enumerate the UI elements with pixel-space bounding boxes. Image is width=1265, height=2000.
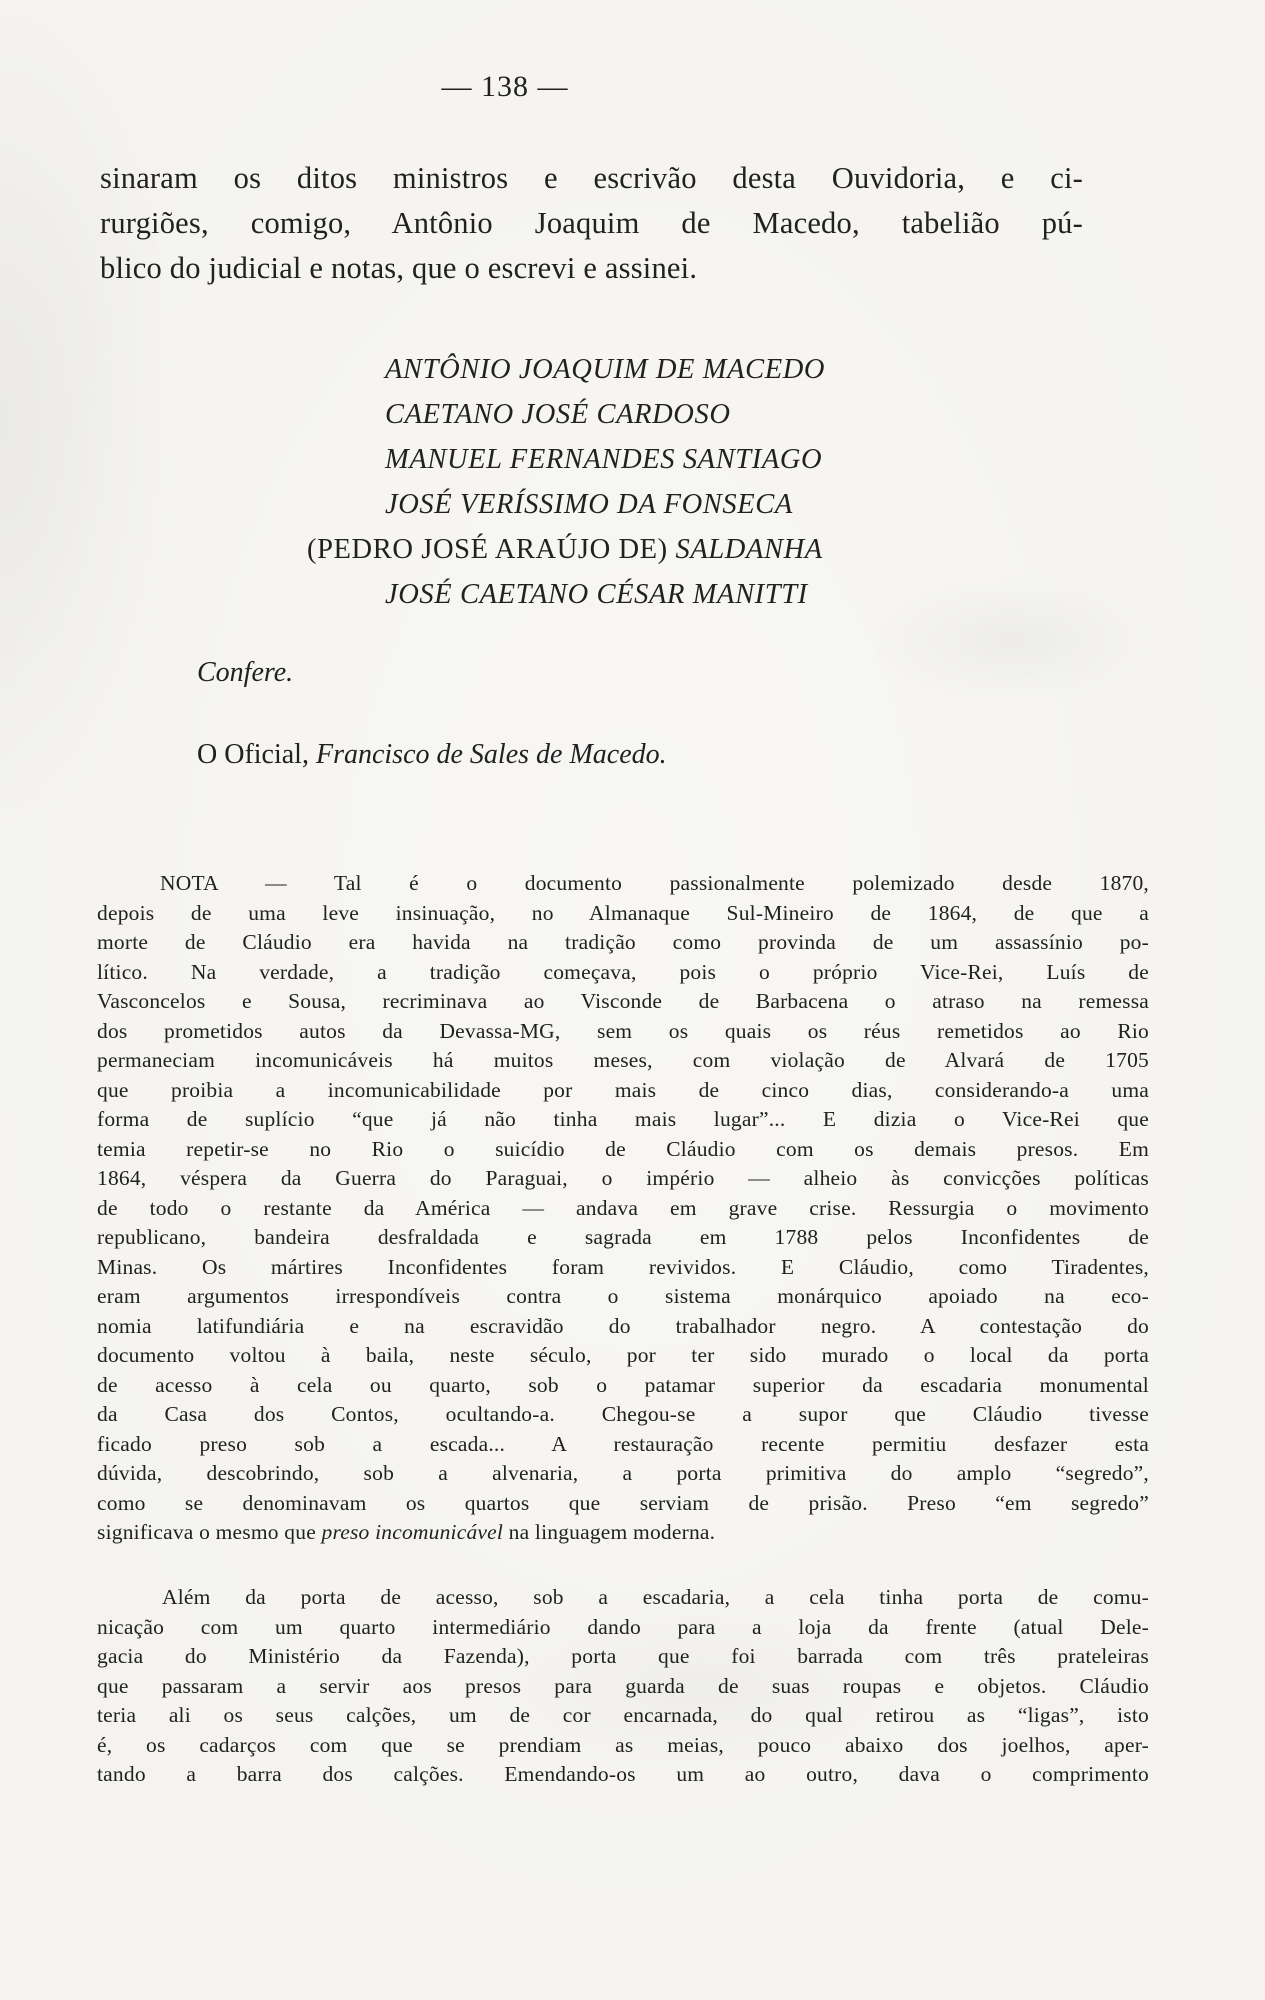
italic-text-segment: SALDANHA <box>675 534 823 565</box>
text-line <box>385 482 825 527</box>
text-segment: como se denominavam os quartos que serviam de prisão. Preso “em segredo” <box>97 1490 1149 1515</box>
text-line <box>97 1341 1149 1371</box>
text-line <box>97 1312 1149 1342</box>
italic-text-segment: MANUEL FERNANDES SANTIAGO <box>385 444 823 475</box>
text-segment: forma de suplício “que já não tinha mais lugar”... E dizia o Vice-Rei que <box>97 1107 1149 1131</box>
text-segment: que passaram a servir aos presos para guarda de suas roupas e objetos. Cláudio <box>97 1673 1149 1698</box>
opening-paragraph <box>100 156 1083 291</box>
italic-text-segment: JOSÉ CAETANO CÉSAR MANITTI <box>385 579 808 610</box>
text-line <box>97 1489 1149 1519</box>
text-line <box>97 1164 1149 1194</box>
italic-text-segment: JOSÉ VERÍSSIMO DA FONSECA <box>385 489 793 520</box>
text-line <box>97 1253 1149 1283</box>
official-name: Francisco de Sales de Macedo. <box>315 739 667 770</box>
text-line <box>97 987 1149 1017</box>
nota-paragraph <box>97 869 1149 1548</box>
text-line <box>97 1642 1149 1672</box>
text-segment: permaneciam incomunicáveis há muitos meses, com violação de Alvará de 1705 <box>97 1048 1149 1072</box>
text-line <box>97 1194 1149 1224</box>
confere-text: Confere. <box>197 657 294 688</box>
text-line <box>97 1371 1149 1401</box>
text-segment: é, os cadarços com que se prendiam as meias, pouco abaixo dos joelhos, aper- <box>97 1732 1149 1757</box>
text-line <box>97 1613 1149 1643</box>
text-line <box>97 899 1149 929</box>
text-line <box>97 1430 1149 1460</box>
text-line <box>97 1459 1149 1489</box>
signature-names <box>307 347 826 617</box>
confere-line <box>197 657 293 689</box>
text-segment: 1864, véspera da Guerra do Paraguai, o império — alheio às convicções políticas <box>97 1166 1149 1190</box>
closing-paragraph <box>97 1583 1149 1790</box>
text-line <box>97 1731 1149 1761</box>
official-prefix: O Oficial, <box>197 739 316 770</box>
text-line <box>385 392 825 437</box>
text-line <box>97 1282 1149 1312</box>
text-line <box>307 527 825 572</box>
text-segment: documento voltou à baila, neste século, por ter sido murado o local da porta <box>97 1343 1149 1367</box>
text-segment: sinaram os ditos ministros e escrivão desta Ouvidoria, e ci- <box>100 161 1083 195</box>
page-number: — 138 — <box>441 70 569 103</box>
italic-text-segment: CAETANO JOSÉ CARDOSO <box>385 399 731 430</box>
text-segment: de acesso à cela ou quarto, sob o patamar superior da escadaria monumental <box>97 1372 1149 1397</box>
text-segment: dos prometidos autos da Devassa-MG, sem os quais os réus remetidos ao Rio <box>97 1018 1149 1043</box>
text-segment: Vasconcelos e Sousa, recriminava ao Visconde de Barbacena o atraso na remessa <box>97 989 1149 1013</box>
text-segment: eram argumentos irrespondíveis contra o sistema monárquico apoiado na eco- <box>97 1284 1149 1308</box>
text-line <box>97 958 1149 988</box>
text-line <box>97 1046 1149 1076</box>
text-segment: nicação com um quarto intermediário dando para a loja da frente (atual Dele- <box>97 1614 1149 1639</box>
text-line <box>97 1518 1149 1548</box>
text-segment: significava o mesmo que <box>97 1520 322 1544</box>
text-segment: teria ali os seus calções, um de cor encarnada, do qual retirou as “ligas”, isto <box>97 1703 1149 1727</box>
text-line <box>97 1672 1149 1702</box>
text-line <box>97 1760 1149 1790</box>
text-segment: morte de Cláudio era havida na tradição como provinda de um assassínio po- <box>97 930 1149 954</box>
text-segment: Além da porta de acesso, sob a escadaria, a cela tinha porta de comu- <box>162 1585 1149 1609</box>
text-segment: tando a barra dos calções. Emendando-os um ao outro, dava o comprimento <box>97 1762 1149 1786</box>
text-line <box>97 1701 1149 1731</box>
text-line <box>97 1017 1149 1047</box>
text-line <box>97 1135 1149 1165</box>
text-segment: Minas. Os mártires Inconfidentes foram revividos. E Cláudio, como Tiradentes, <box>97 1254 1149 1279</box>
text-segment: nomia latifundiária e na escravidão do trabalhador negro. A contestação do <box>97 1313 1149 1338</box>
text-segment: na linguagem moderna. <box>503 1520 716 1544</box>
italic-text-segment: ANTÔNIO JOAQUIM DE MACEDO <box>385 354 826 385</box>
text-line <box>97 869 1149 899</box>
text-segment: gacia do Ministério da Fazenda), porta que foi barrada com três prateleiras <box>97 1644 1149 1668</box>
italic-text-segment: preso incomunicável <box>321 1520 504 1544</box>
text-line <box>385 437 825 482</box>
text-segment: NOTA — Tal é o documento passionalmente polemizado desde 1870, <box>160 871 1149 895</box>
text-segment: de todo o restante da América — andava em grave crise. Ressurgia o movimento <box>97 1195 1149 1220</box>
text-line <box>97 1105 1149 1135</box>
text-segment: (PEDRO JOSÉ ARAÚJO DE) <box>307 534 676 565</box>
text-segment: que proibia a incomunicabilidade por mais de cinco dias, considerando-a uma <box>97 1077 1149 1102</box>
text-segment: rurgiões, comigo, Antônio Joaquim de Macedo, tabelião pú- <box>100 206 1083 240</box>
text-segment: dúvida, descobrindo, sob a alvenaria, a porta primitiva do amplo “segredo”, <box>97 1461 1149 1485</box>
text-line <box>97 1400 1149 1430</box>
text-segment: da Casa dos Contos, ocultando-a. Chegou-se a supor que Cláudio tivesse <box>97 1402 1149 1426</box>
text-segment: depois de uma leve insinuação, no Almanaque Sul-Mineiro de 1864, de que a <box>97 900 1149 925</box>
text-segment: blico do judicial e notas, que o escrevi e assinei. <box>100 251 698 285</box>
text-line <box>97 1583 1149 1613</box>
text-segment: ficado preso sob a escada... A restauração recente permitiu desfazer esta <box>97 1431 1149 1456</box>
text-line <box>100 246 1083 291</box>
official-line <box>197 739 667 771</box>
text-line <box>97 928 1149 958</box>
text-line <box>100 201 1083 246</box>
text-line <box>100 156 1083 201</box>
text-segment: lítico. Na verdade, a tradição começava, pois o próprio Vice-Rei, Luís de <box>97 959 1149 984</box>
text-line <box>97 1076 1149 1106</box>
text-segment: temia repetir-se no Rio o suicídio de Cláudio com os demais presos. Em <box>97 1136 1149 1161</box>
text-segment: republicano, bandeira desfraldada e sagrada em 1788 pelos Inconfidentes de <box>97 1225 1149 1249</box>
text-line <box>385 347 825 392</box>
text-line <box>97 1223 1149 1253</box>
text-line <box>385 572 825 617</box>
